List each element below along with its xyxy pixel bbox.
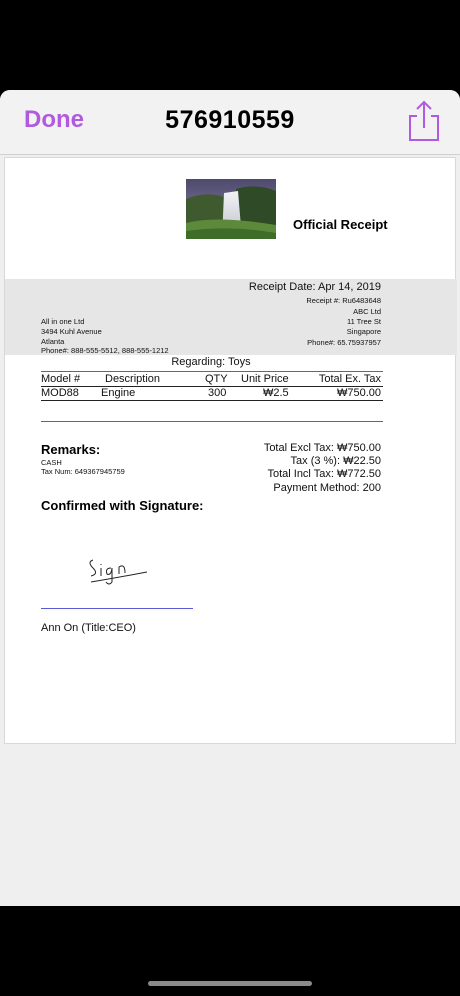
receipt-title: Official Receipt (293, 217, 388, 232)
receipt-document (4, 157, 456, 744)
remarks-line: CASH (41, 458, 62, 467)
table-row-rule (41, 400, 383, 401)
table-header: QTY (205, 373, 228, 385)
share-button[interactable] (404, 100, 444, 144)
total-line: Total Incl Tax: ₩772.50 (267, 468, 381, 480)
recipient-line: Phone#: 65.75937957 (307, 338, 381, 347)
signer-name: Ann On (Title:CEO) (41, 622, 136, 634)
signature-heading: Confirmed with Signature: (41, 498, 204, 513)
sender-line: 3494 Kuhl Avenue (41, 327, 102, 336)
signature-rule (41, 608, 193, 609)
signature-image (85, 554, 155, 594)
page-title: 576910559 (165, 106, 295, 134)
sender-line: Phone#: 888-555-5512, 888-555-1212 (41, 346, 169, 355)
sender-line: Atlanta (41, 337, 65, 346)
table-cell: ₩750.00 (336, 387, 381, 399)
table-top-rule (41, 371, 383, 372)
recipient-line: 11 Tree St (346, 317, 381, 326)
table-cell: 300 (208, 387, 227, 399)
table-header: Total Ex. Tax (318, 373, 381, 385)
done-button[interactable]: Done (24, 106, 84, 133)
total-line: Tax (3 %): ₩22.50 (290, 455, 381, 467)
table-header: Model # (41, 373, 81, 385)
total-line: Total Excl Tax: ₩750.00 (263, 442, 381, 454)
recipient-line: ABC Ltd (353, 307, 381, 316)
sender-line: All in one Ltd (41, 317, 85, 326)
preview-sheet (0, 90, 460, 906)
table-header: Unit Price (241, 373, 289, 385)
table-cell: MOD88 (41, 387, 79, 399)
waterfall-photo (186, 179, 276, 239)
regarding-line: Regarding: Toys (171, 356, 251, 368)
table-bottom-rule (41, 421, 383, 422)
table-cell: ₩2.5 (263, 387, 289, 399)
table-cell: Engine (101, 387, 136, 399)
remarks-heading: Remarks: (41, 442, 101, 457)
home-indicator[interactable] (148, 981, 312, 986)
recipient-line: Singapore (346, 327, 381, 336)
share-icon (404, 100, 444, 144)
receipt-number: Receipt #: Ru6483648 (306, 296, 381, 305)
navigation-bar (0, 90, 460, 155)
total-line: Payment Method: 200 (273, 482, 381, 494)
remarks-line: Tax Num: 649367945759 (41, 467, 125, 476)
table-header: Description (105, 373, 161, 385)
receipt-date: Receipt Date: Apr 14, 2019 (248, 281, 381, 293)
